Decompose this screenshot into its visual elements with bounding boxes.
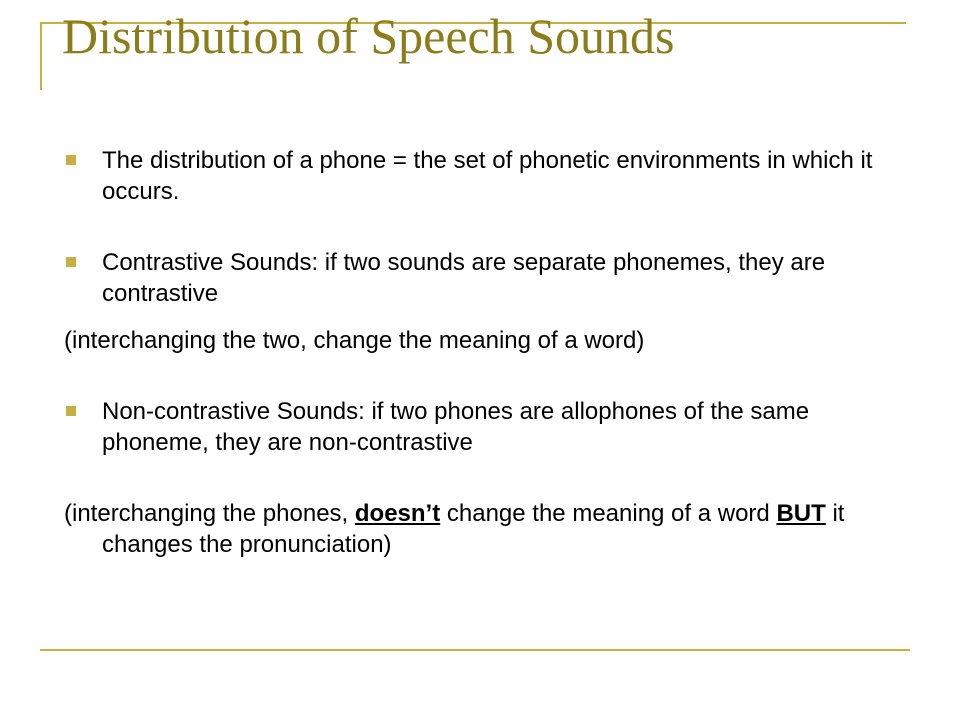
- note-text-part: it changes the pronunciation): [102, 500, 845, 558]
- note-text-part: (interchanging the phones,: [64, 500, 355, 527]
- note-non-contrastive: [64, 498, 914, 560]
- bullet-text: Non-contrastive Sounds: if two phones are allophones of the same phoneme, they are non-contrastive: [102, 398, 810, 456]
- bullet-non-contrastive: [64, 396, 914, 458]
- bullet-distribution: [64, 145, 914, 207]
- bullet-text: The distribution of a phone = the set of phonetic environments in which it occurs.: [102, 147, 873, 205]
- bottom-rule: [40, 649, 910, 651]
- note-contrastive: (interchanging the two, change the meaning of a word): [64, 327, 645, 354]
- square-bullet-icon: [66, 257, 76, 267]
- square-bullet-icon: [66, 406, 76, 416]
- slide-body: [64, 145, 914, 560]
- slide-title: Distribution of Speech Sounds: [62, 8, 675, 64]
- bullet-text: Contrastive Sounds: if two sounds are separate phonemes, they are contrastive: [102, 249, 826, 307]
- left-rule: [40, 22, 42, 90]
- emphasis-doesnt: doesn’t: [354, 500, 441, 527]
- emphasis-but: BUT: [776, 500, 826, 527]
- bullet-contrastive: [64, 247, 914, 309]
- note-text-part: change the meaning of a word: [440, 500, 777, 527]
- square-bullet-icon: [66, 155, 76, 165]
